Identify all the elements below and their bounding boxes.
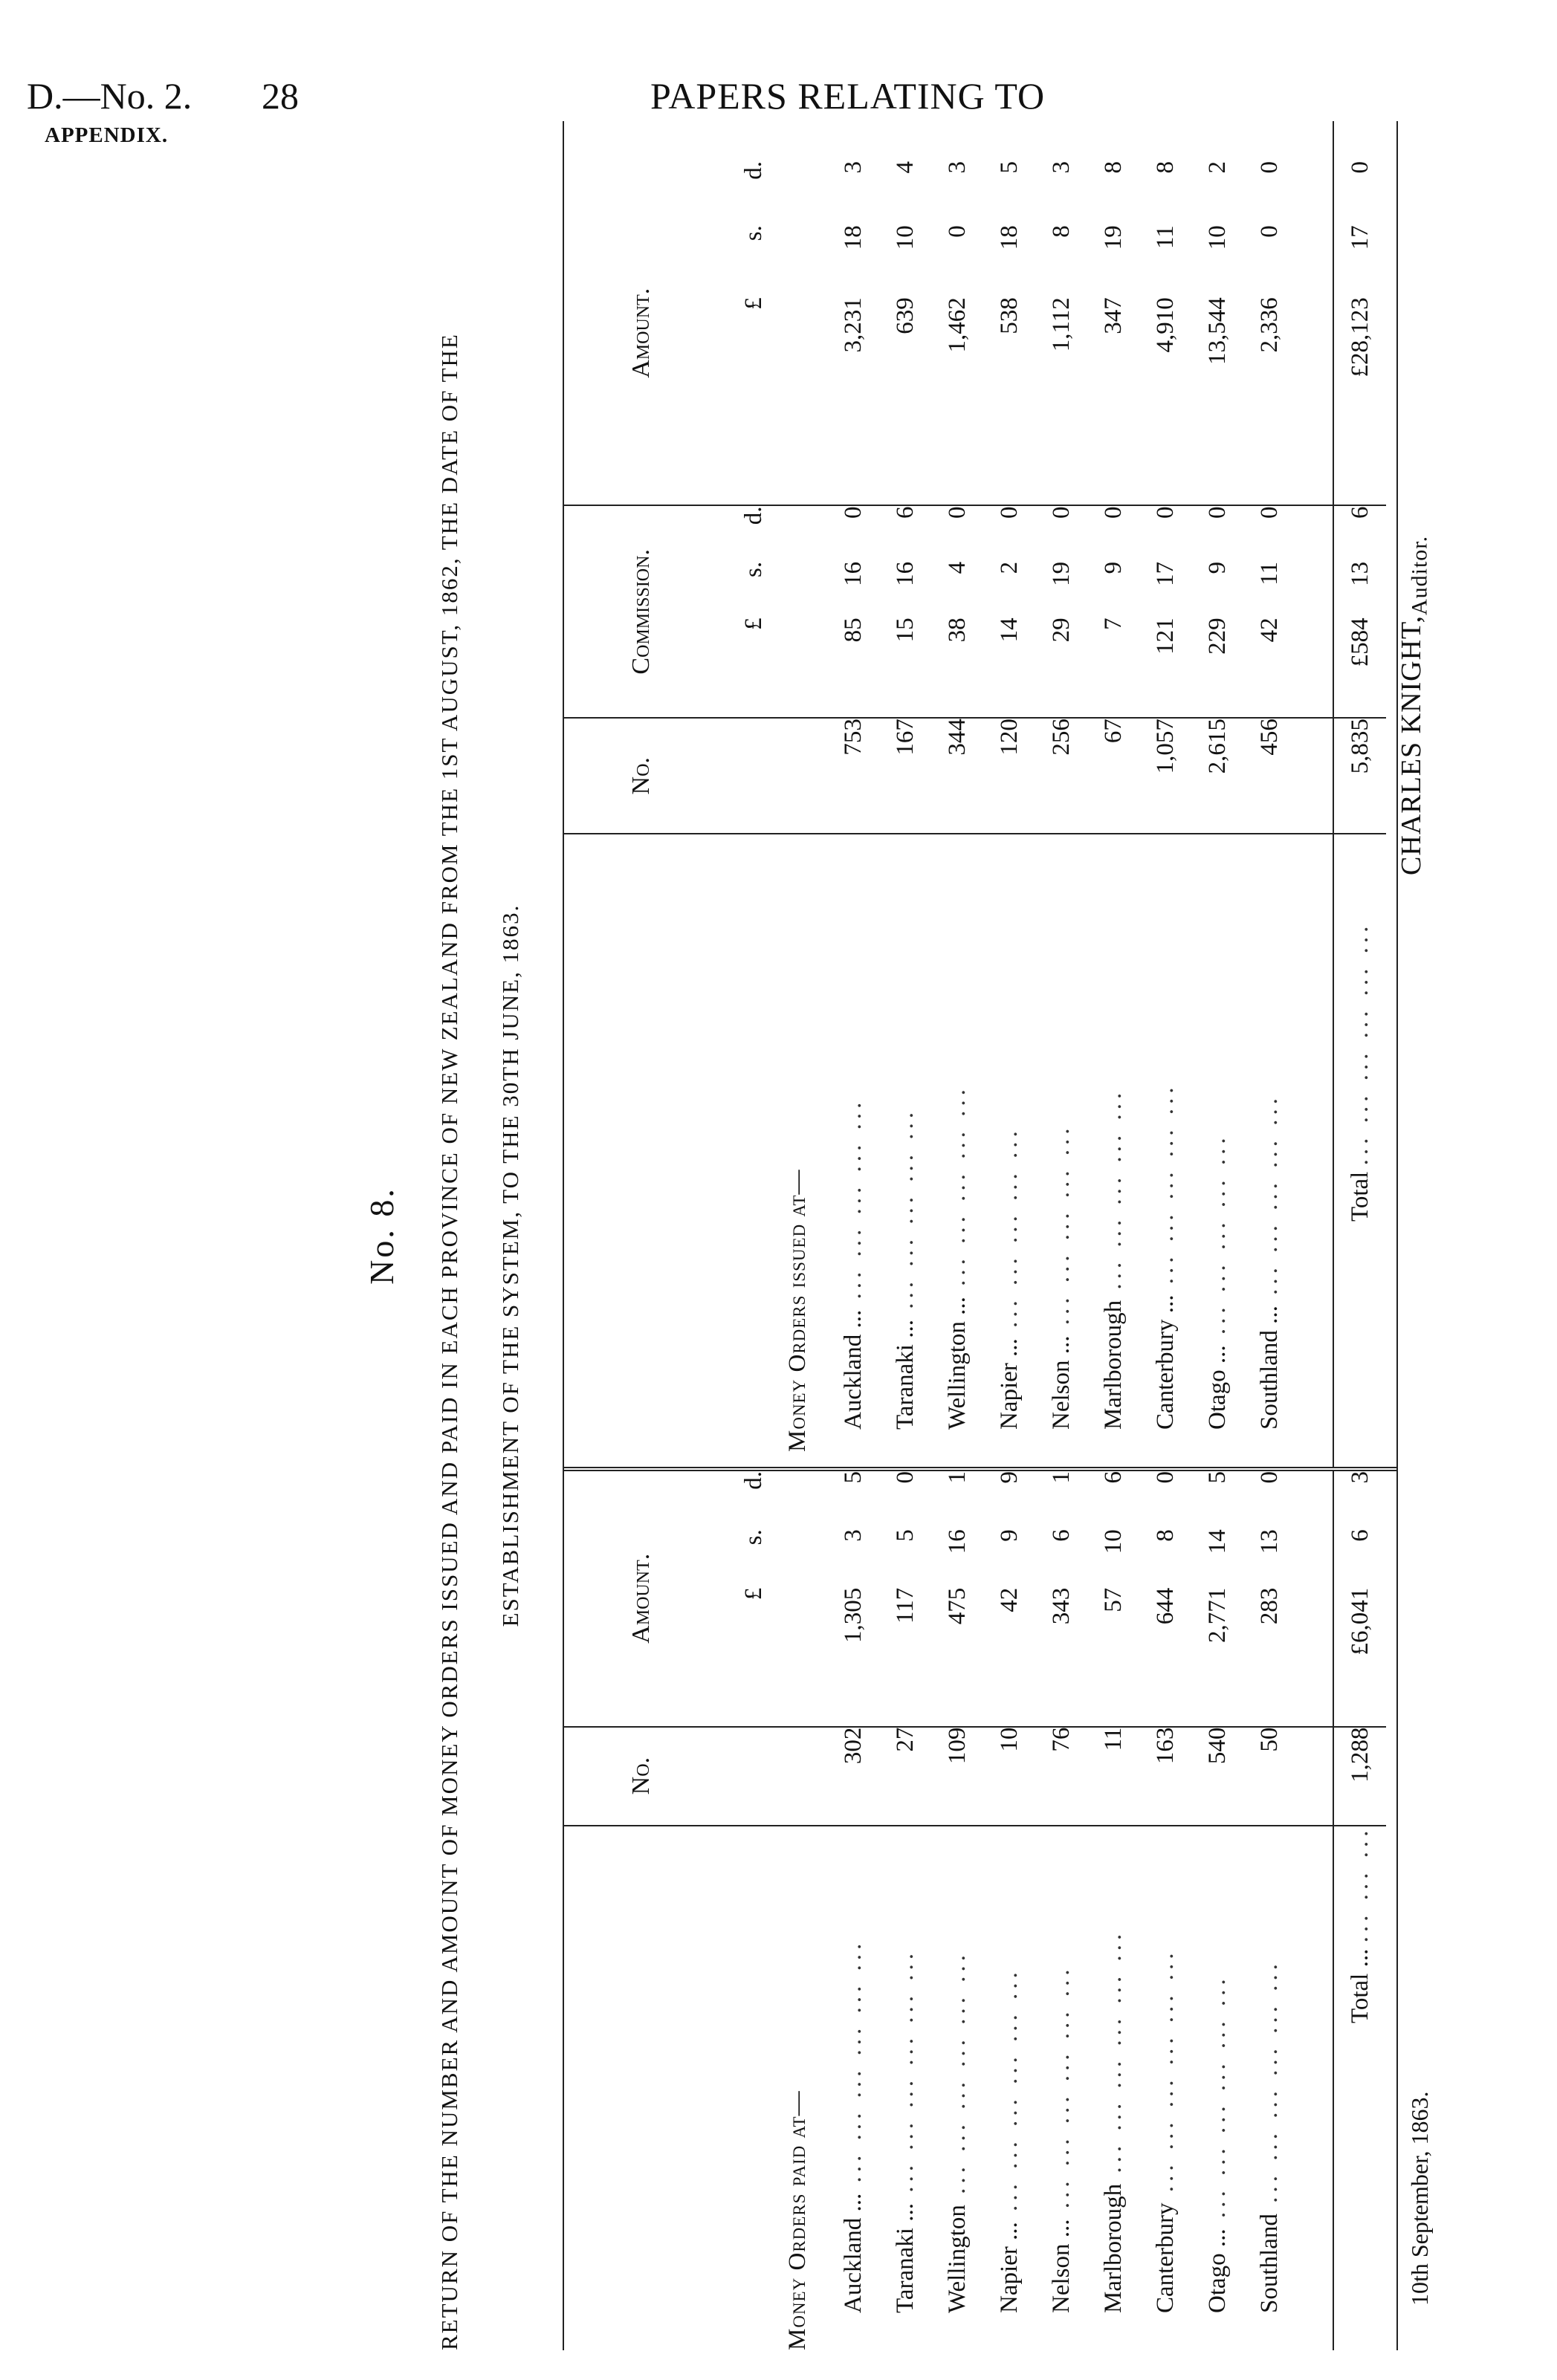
place-label (1191, 834, 1243, 1467)
issued-pence: 0 (1255, 160, 1283, 174)
issued-pounds: 347 (1087, 297, 1139, 505)
issued-shillings: 18 (839, 225, 867, 250)
issued-total-shillings: 17 (1333, 225, 1386, 297)
issued-no: 2,615 (1191, 718, 1243, 834)
place-label (1087, 1826, 1139, 2350)
commission-total-pence: 6 (1333, 505, 1386, 561)
paid-no: 50 (1243, 1727, 1295, 1826)
table-row (1087, 1471, 1139, 2350)
paid-amount-header: Amount. (563, 1471, 720, 1727)
rotated-table-page (72, 121, 1484, 2350)
table-row (827, 121, 879, 1467)
commission-pence: 0 (1099, 506, 1127, 519)
issued-pence: 5 (995, 160, 1023, 174)
running-title: PAPERS RELATING TO (650, 75, 1046, 117)
paid-shillings: 14 (1203, 1529, 1231, 1554)
commission-pounds: 14 (983, 617, 1035, 718)
paid-pounds: 42 (983, 1588, 1035, 1727)
issued-pounds: 538 (983, 297, 1035, 505)
paid-no: 76 (1035, 1727, 1087, 1826)
table-caption-line-1: RETURN OF THE NUMBER AND AMOUNT OF MONEY ORDERS ISSUED AND PAID IN EACH PROVINCE OF NEW ZEALAND FROM THE 1ST AUGUST, 1862, THE DATE OF THE (436, 333, 462, 2350)
issued-table (563, 121, 1386, 1467)
issued-no: 456 (1243, 718, 1295, 834)
leader-dots: ... ... ... ... ... (1151, 1083, 1179, 1295)
paid-shillings: 8 (1151, 1529, 1179, 1542)
place-label (1035, 834, 1087, 1467)
place-label (931, 834, 983, 1467)
issued-shillings: 11 (1151, 225, 1179, 249)
issued-pounds: 13,544 (1191, 297, 1243, 505)
place-name: Napier ... (995, 2222, 1023, 2313)
paid-shillings: 3 (839, 1529, 867, 1542)
shillings-unit: s. (740, 561, 767, 578)
table-row (827, 1471, 879, 2350)
place-label (983, 834, 1035, 1467)
place-name: Canterbury ... (1151, 1294, 1179, 1430)
issued-no: 256 (1035, 718, 1087, 834)
commission-shillings: 4 (943, 561, 971, 574)
paid-shillings: 6 (1047, 1529, 1075, 1542)
paid-shillings: 10 (1099, 1529, 1127, 1554)
paid-no: 302 (827, 1727, 879, 1826)
pounds-unit: £ (720, 1588, 768, 1727)
paid-pounds: 1,305 (827, 1588, 879, 1727)
issued-section-label: Money Orders issued at— (783, 1169, 811, 1452)
paid-total-shillings: 6 (1333, 1529, 1386, 1587)
issued-pence: 8 (1151, 160, 1179, 174)
leader-dots: ... ... ... ... ... (995, 1126, 1023, 1339)
commission-shillings: 16 (839, 561, 867, 586)
paid-no: 27 (879, 1727, 931, 1826)
table-row (1087, 121, 1139, 1467)
table-bottom-rule (1396, 121, 1398, 2350)
commission-pounds: 38 (931, 617, 983, 718)
commission-shillings: 11 (1255, 561, 1283, 586)
leader-dots: ... ... ... ... ... ... (839, 1939, 867, 2193)
table-row (1191, 1471, 1243, 2350)
commission-pence: 0 (1151, 506, 1179, 519)
paid-shillings: 9 (995, 1529, 1023, 1542)
commission-pounds: 229 (1191, 617, 1243, 718)
issued-shillings: 0 (1255, 225, 1283, 238)
date-line: 10th September, 1863. (1406, 2091, 1433, 2306)
issued-shillings: 8 (1047, 225, 1075, 238)
place-label (983, 1826, 1035, 2350)
appendix-label: APPENDIX. (45, 123, 169, 147)
paid-pounds: 644 (1139, 1588, 1191, 1727)
table-row (983, 121, 1035, 1467)
leader-dots: ... ... ... ... ... (839, 1097, 867, 1310)
table-row (1139, 1471, 1191, 2350)
leader-dots: ... ... ... ... ... ... (995, 1968, 1023, 2222)
leader-dots: ... ... ... ... ... ... (943, 1951, 971, 2205)
pence-unit: d. (740, 160, 767, 180)
issued-shillings: 10 (1203, 225, 1231, 250)
paid-pence: 6 (1099, 1471, 1127, 1484)
paid-no: 109 (931, 1727, 983, 1826)
issued-total-pounds: £28,123 (1333, 297, 1386, 505)
paid-total-pence: 3 (1333, 1471, 1386, 1529)
commission-pence: 0 (1203, 506, 1231, 519)
paid-shillings: 16 (943, 1529, 971, 1554)
place-label (1035, 1826, 1087, 2350)
place-name: Canterbury (1151, 2202, 1179, 2313)
place-label (879, 834, 931, 1467)
place-label (1139, 834, 1191, 1467)
paid-pounds: 57 (1087, 1588, 1139, 1727)
paid-table (563, 1471, 1386, 2350)
leader-dots: ... ... ... ... ... ... (1151, 1948, 1179, 2203)
place-label (1243, 834, 1295, 1467)
table-row (1035, 121, 1087, 1467)
place-name: Marlborough (1099, 1300, 1127, 1430)
place-name: Marlborough (1099, 2183, 1127, 2313)
paid-pounds: 2,771 (1191, 1588, 1243, 1727)
leader-dots: ... ... ... ... ... (1047, 1123, 1075, 1336)
commission-shillings: 16 (891, 561, 919, 586)
place-name: Otago ... (1203, 1345, 1231, 1430)
commission-pence: 0 (839, 506, 867, 519)
table-row (879, 1471, 931, 2350)
shillings-unit: s. (740, 1529, 767, 1546)
paid-shillings: 13 (1255, 1529, 1283, 1554)
table-number: No. 8. (363, 1187, 401, 1285)
issued-pence: 2 (1203, 160, 1231, 174)
place-name: Otago ... (1203, 2228, 1231, 2313)
commission-pence: 0 (943, 506, 971, 519)
paid-pence: 1 (943, 1471, 971, 1484)
leader-dots: ... ... ... ... ... (943, 1085, 971, 1297)
issued-total-row (1333, 121, 1386, 1467)
pence-unit: d. (740, 506, 767, 525)
paid-shillings: 5 (891, 1529, 919, 1542)
paid-no-header: No. (563, 1727, 720, 1826)
leader-dots: ... ... ... ... ... ... (1203, 1974, 1231, 2229)
place-name: Taranaki ... (891, 2203, 919, 2313)
place-name: Southland (1255, 2214, 1283, 2313)
issued-no: 120 (983, 718, 1035, 834)
place-name: Nelson ... (1047, 2219, 1075, 2313)
document-reference: D.—No. 2. (27, 75, 192, 117)
issued-pence: 8 (1099, 160, 1127, 174)
pence-unit: d. (740, 1471, 767, 1490)
table-row (1243, 1471, 1295, 2350)
issued-shillings: 10 (891, 225, 919, 250)
commission-pounds: 15 (879, 617, 931, 718)
paid-pence: 9 (995, 1471, 1023, 1484)
paid-pence: 0 (891, 1471, 919, 1484)
commission-total-shillings: 13 (1333, 562, 1386, 617)
paid-pence: 1 (1047, 1471, 1075, 1484)
issued-no-header: No. (563, 718, 720, 834)
issued-total-no: 5,835 (1333, 718, 1386, 834)
leader-dots: ... ... ... ... ... ... (891, 1949, 919, 2204)
issued-shillings: 0 (943, 225, 971, 238)
leader-dots: ... ... ... ... ... ... (1346, 921, 1373, 1166)
issued-pounds: 3,231 (827, 297, 879, 505)
place-name: Wellington ... (943, 1297, 971, 1430)
issued-pence: 3 (839, 160, 867, 174)
place-name: Napier ... (995, 1338, 1023, 1430)
table-row (1139, 121, 1191, 1467)
place-label (931, 1826, 983, 2350)
paid-pounds: 283 (1243, 1588, 1295, 1727)
paid-pounds: 343 (1035, 1588, 1087, 1727)
issued-pounds: 4,910 (1139, 297, 1191, 505)
commission-pounds: 85 (827, 617, 879, 718)
place-label (827, 834, 879, 1467)
commission-pounds: 7 (1087, 617, 1139, 718)
place-label (1243, 1826, 1295, 2350)
leader-dots: ... ... ... (1346, 1826, 1373, 1943)
leader-dots: ... ... ... ... ... (1255, 1094, 1283, 1306)
leader-dots: ... ... ... ... ... (1203, 1133, 1231, 1346)
issued-total-pence: 0 (1333, 161, 1386, 225)
issued-pence: 3 (943, 160, 971, 174)
leader-dots: ... ... ... ... ... (891, 1108, 919, 1320)
leader-dots: ... ... ... ... ... (1099, 1088, 1127, 1300)
place-name: Taranaki ... (891, 1320, 919, 1430)
commission-pounds: 121 (1139, 617, 1191, 718)
table-row (983, 1471, 1035, 2350)
issued-pounds: 1,112 (1035, 297, 1087, 505)
issued-pounds: 639 (879, 297, 931, 505)
table-row (879, 121, 931, 1467)
place-name: Wellington (943, 2205, 971, 2313)
paid-pounds: 117 (879, 1588, 931, 1727)
commission-pence: 0 (995, 506, 1023, 519)
issued-no: 1,057 (1139, 718, 1191, 834)
place-name: Nelson ... (1047, 1335, 1075, 1430)
commission-shillings: 9 (1203, 561, 1231, 574)
paid-pence: 5 (839, 1471, 867, 1484)
leader-dots: ... ... ... ... ... ... (1099, 1929, 1127, 2184)
place-label (1087, 834, 1139, 1467)
pounds-unit: £ (720, 297, 768, 505)
commission-shillings: 9 (1099, 561, 1127, 574)
leader-dots: ... ... ... ... ... ... (1047, 1965, 1075, 2220)
paid-no: 11 (1087, 1727, 1139, 1826)
leader-dots: ... ... ... ... ... ... (1255, 1959, 1283, 2214)
shillings-unit: s. (740, 225, 767, 241)
paid-pence: 0 (1255, 1471, 1283, 1484)
paid-no: 540 (1191, 1727, 1243, 1826)
commission-pounds: 42 (1243, 617, 1295, 718)
paid-section-label: Money Orders paid at— (783, 2090, 811, 2350)
paid-pounds: 475 (931, 1588, 983, 1727)
commission-shillings: 19 (1047, 561, 1075, 586)
place-label (827, 1826, 879, 2350)
place-name: Auckland ... (839, 2193, 867, 2313)
page-number: 28 (262, 75, 299, 117)
paid-total-row (1333, 1471, 1386, 2350)
total-label: Total (1346, 1171, 1373, 1222)
signature (1395, 536, 1433, 875)
place-label (1139, 1826, 1191, 2350)
place-label (879, 1826, 931, 2350)
issued-pence: 4 (891, 160, 919, 174)
table-row (1191, 121, 1243, 1467)
table-caption-line-2: ESTABLISHMENT OF THE SYSTEM, TO THE 30TH JUNE, 1863. (497, 904, 523, 1627)
pounds-unit: £ (720, 617, 768, 718)
commission-total-pounds: £584 (1333, 617, 1386, 718)
paid-pence: 5 (1203, 1471, 1231, 1484)
issued-pounds: 1,462 (931, 297, 983, 505)
paid-no: 10 (983, 1727, 1035, 1826)
table-row (1035, 1471, 1087, 2350)
commission-pence: 0 (1047, 506, 1075, 519)
commission-header: Commission. (563, 505, 720, 718)
issued-no: 753 (827, 718, 879, 834)
paid-pence: 0 (1151, 1471, 1179, 1484)
issued-no: 344 (931, 718, 983, 834)
table-row (1243, 121, 1295, 1467)
commission-shillings: 2 (995, 561, 1023, 574)
paid-total-no: 1,288 (1333, 1727, 1386, 1826)
signature-title: Auditor. (1407, 535, 1432, 616)
total-label: Total ... (1346, 1948, 1373, 2023)
commission-pence: 6 (891, 506, 919, 519)
issued-no: 167 (879, 718, 931, 834)
commission-pence: 0 (1255, 506, 1283, 519)
paid-no: 163 (1139, 1727, 1191, 1826)
paid-total-pounds: £6,041 (1333, 1588, 1386, 1727)
place-name: Southland ... (1255, 1306, 1283, 1430)
commission-pounds: 29 (1035, 617, 1087, 718)
place-label (1191, 1826, 1243, 2350)
issued-shillings: 19 (1099, 225, 1127, 250)
issued-no: 67 (1087, 718, 1139, 834)
commission-shillings: 17 (1151, 561, 1179, 586)
place-name: Auckland ... (839, 1309, 867, 1430)
issued-pounds: 2,336 (1243, 297, 1295, 505)
table-row (931, 121, 983, 1467)
issued-pence: 3 (1047, 160, 1075, 174)
issued-shillings: 18 (995, 225, 1023, 250)
signature-name: CHARLES KNIGHT, (1396, 615, 1427, 875)
issued-amount-header: Amount. (563, 161, 720, 506)
table-row (931, 1471, 983, 2350)
